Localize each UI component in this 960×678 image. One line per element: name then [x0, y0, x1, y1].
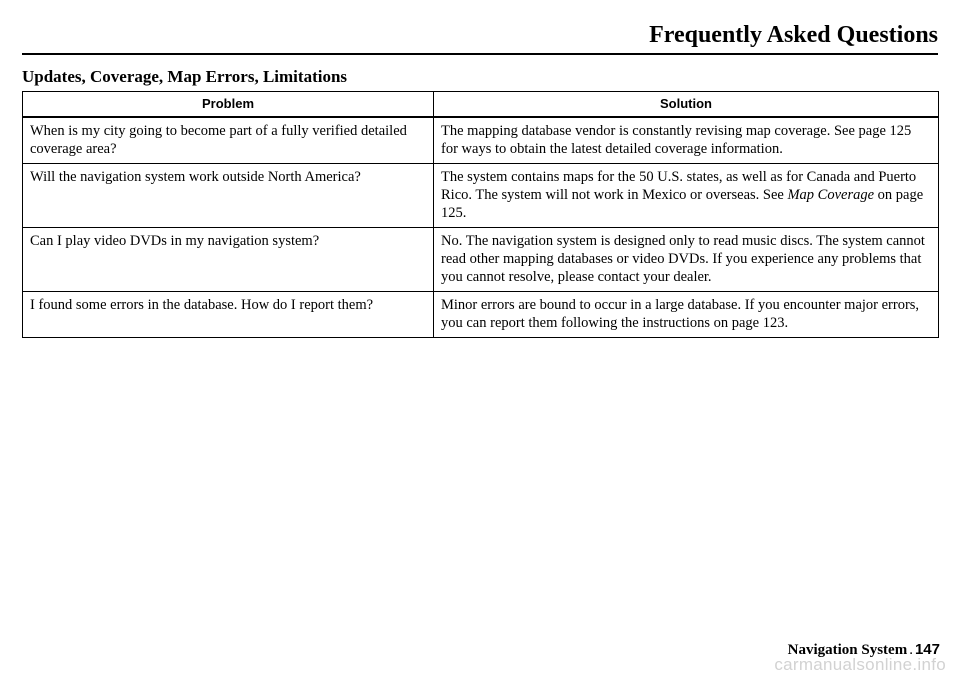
table-row [23, 292, 939, 338]
page-title: Frequently Asked Questions [649, 22, 938, 48]
table-header-row [23, 92, 939, 118]
footer-separator: . [909, 642, 913, 658]
problem-cell: I found some errors in the database. How do I report them? [23, 292, 434, 338]
problem-cell: When is my city going to become part of a fully verified detailed coverage area? [23, 117, 434, 164]
map-coverage-reference[interactable]: Map Coverage [787, 187, 875, 203]
solution-text: The system contains maps for the 50 U.S. states, as well as for Canada and Puerto Rico. The system will not work in Mexico or overseas. See [441, 169, 917, 203]
problem-cell: Can I play video DVDs in my navigation system? [23, 228, 434, 292]
column-header-problem: Problem [23, 92, 434, 118]
table-row [23, 228, 939, 292]
faq-table [22, 91, 939, 338]
problem-cell: Will the navigation system work outside North America? [23, 164, 434, 228]
table-row [23, 164, 939, 228]
footer-doc-name: Navigation System [787, 642, 908, 658]
solution-cell: The mapping database vendor is constantly revising map coverage. See page 125 for ways to obtain the latest detailed coverage information. [434, 117, 939, 164]
page-number: 147 [914, 641, 940, 658]
table-row [23, 117, 939, 164]
solution-cell: Minor errors are bound to occur in a large database. If you encounter major errors, you can report them following the instructions on page 123. [434, 292, 939, 338]
solution-text: on page 125. [441, 187, 924, 221]
watermark: carmanualsonline.info [774, 655, 946, 674]
solution-cell [434, 164, 939, 228]
column-header-solution: Solution [434, 92, 939, 118]
solution-cell: No. The navigation system is designed only to read music discs. The system cannot read other mapping databases or video DVDs. If you experience any problems that you cannot resolve, please contact your dealer. [434, 228, 939, 292]
title-rule [22, 53, 938, 55]
section-heading: Updates, Coverage, Map Errors, Limitations [22, 67, 348, 86]
